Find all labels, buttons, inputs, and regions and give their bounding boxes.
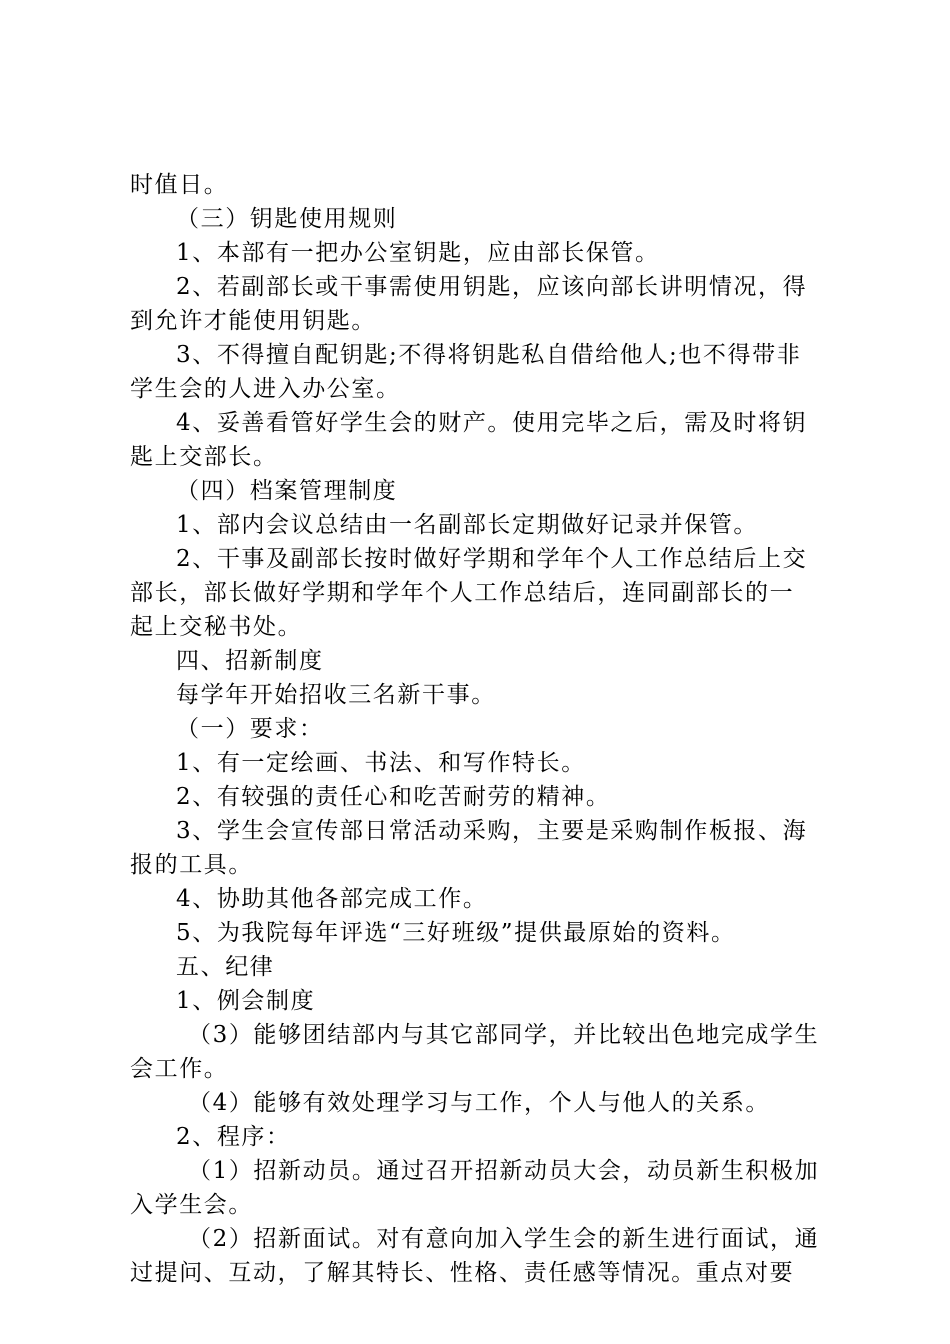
text-line: （3）能够团结部内与其它部同学，并比较出色地完成学生: [188, 1022, 820, 1048]
text-line: （4）能够有效处理学习与工作，个人与他人的关系。: [188, 1090, 771, 1116]
text-line: 入学生会。: [130, 1192, 253, 1218]
text-line: 起上交秘书处。: [130, 614, 303, 640]
text-line: 5、为我院每年评选“三好班级”提供最原始的资料。: [176, 920, 736, 946]
section-heading: 1、例会制度: [176, 988, 316, 1014]
text-line: 3、不得擅自配钥匙;不得将钥匙私自借给他人;也不得带非: [176, 342, 802, 368]
text-line: （1）招新动员。通过召开招新动员大会，动员新生积极加: [188, 1158, 820, 1184]
section-heading: （一）要求：: [176, 716, 324, 742]
section-heading: 四、招新制度: [176, 648, 324, 674]
text-line: 每学年开始招收三名新干事。: [176, 682, 496, 708]
text-line: 学生会的人进入办公室。: [130, 376, 401, 402]
text-line: 3、学生会宣传部日常活动采购，主要是采购制作板报、海: [176, 818, 808, 844]
text-line: 匙上交部长。: [130, 444, 278, 470]
document-page: [130, 168, 830, 1290]
section-heading: （三）钥匙使用规则: [176, 206, 398, 232]
text-line: 时值日。: [130, 172, 229, 198]
text-line: 会工作。: [130, 1056, 229, 1082]
section-heading: （四）档案管理制度: [176, 478, 398, 504]
section-heading: 五、纪律: [176, 954, 275, 980]
section-heading: 2、程序：: [176, 1124, 291, 1150]
text-line: 报的工具。: [130, 852, 253, 878]
text-line: 4、协助其他各部完成工作。: [176, 886, 488, 912]
text-line: 1、本部有一把办公室钥匙，应由部长保管。: [176, 240, 660, 266]
text-line: 1、部内会议总结由一名副部长定期做好记录并保管。: [176, 512, 759, 538]
text-line: 4、妥善看管好学生会的财产。使用完毕之后，需及时将钥: [176, 410, 808, 436]
text-line: 2、有较强的责任心和吃苦耐劳的精神。: [176, 784, 611, 810]
text-line: 过提问、互动，了解其特长、性格、责任感等情况。重点对要: [130, 1260, 795, 1286]
text-line: 2、干事及副部长按时做好学期和学年个人工作总结后上交: [176, 546, 808, 572]
text-line: 部长，部长做好学期和学年个人工作总结后，连同副部长的一: [130, 580, 795, 606]
text-line: 到允许才能使用钥匙。: [130, 308, 376, 334]
text-line: （2）招新面试。对有意向加入学生会的新生进行面试，通: [188, 1226, 820, 1252]
text-line: 2、若副部长或干事需使用钥匙，应该向部长讲明情况，得: [176, 274, 808, 300]
text-line: 1、有一定绘画、书法、和写作特长。: [176, 750, 586, 776]
